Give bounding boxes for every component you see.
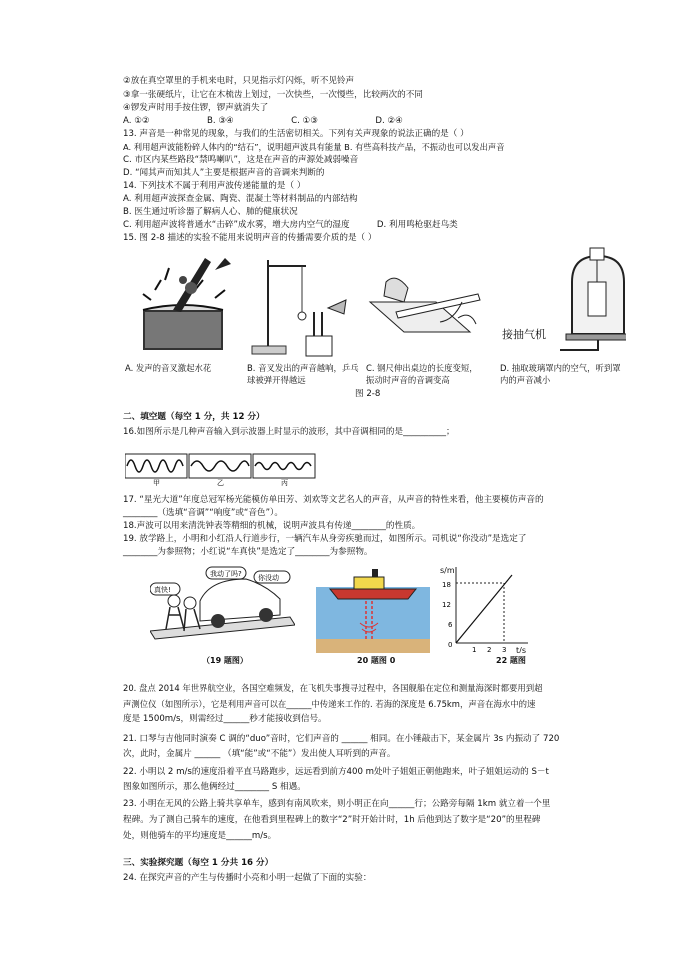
caption-d: D. 抽取玻璃罩内的空气，听到罩内的声音减小 [500,363,621,385]
question-14: 14. 下列技术不属于利用声波传递能量的是（ ） [123,181,306,191]
figure-d-bell-jar [500,246,626,360]
caption-a: A. 发声的音叉激起水花 [125,363,212,373]
text-line: 声测位仪（如图所示），它是利用声音可以在______中传递来工作的. 若海的深度是 6.75km，声音在海水中的速 [123,699,536,709]
y-tick: 18 [442,581,451,589]
text-line: ②放在真空罩里的手机来电时，只见指示灯闪烁，听不见铃声 [123,76,355,86]
text-line: A. 利用超声波能粉碎人体内的“结石”，说明超声波具有能量 B. 有些高科技产品，不振动也可以发出声音 [123,142,505,152]
caption-fig19: （19 题图） [202,656,248,665]
text-line: A. 利用超声波探查金属、陶瓷、混凝土等材料制品的内部结构 [123,194,358,204]
text-line: 次，此时，金属片 ______ （填“能”或“不能”）发出使人耳听到的声音。 [123,749,396,759]
text-line: 程碑。为了测自己骑车的速度，在他看到里程碑上的数字“2”时开始计时，1h 后他到达了数字是“20”的里程碑 [123,815,541,825]
text-line: 度是 1500m/s，则需经过______秒才能接收到信号。 [123,714,327,724]
figure-title: 图 2-8 [355,389,381,399]
question-21: 21. 口琴与吉他同时演奏 C 调的“duo”音时，它们声音的 ______ 相同。在小锤敲击下，某金属片 3s 内振动了 720 [123,734,560,744]
text-line: ________为参照物；小红说“车真快”是选定了________为参照物。 [123,547,373,557]
x-axis-label: t/s [516,646,526,653]
question-24: 24. 在探究声音的产生与传播时小亮和小明一起做了下面的实验： [123,873,372,883]
question-15: 15. 图 2-8 描述的实验不能用来说明声音的传播需要介质的是（ ） [123,233,377,243]
wave-label-jia: 甲 [153,479,160,486]
question-20: 20. 盘点 2014 年世界航空业，各国空难频发，在飞机失事搜寻过程中，各国舰船在定位和测量海深时都要用到超 [123,683,543,693]
question-13: 13. 声音是一种常见的现象，与我们的生活密切相关。下列有关声现象的说法正确的是（ ） [123,129,469,139]
figure-20-sonar-ship [316,565,430,653]
pump-label: 接抽气机 [502,328,546,341]
text-line: 处，则他骑车的平均速度是______m/s。 [123,831,277,841]
text-line: C. 利用超声波将普通水“击碎”成水雾，增大房内空气的湿度 D. 利用鸣枪驱赶鸟类 [123,220,458,230]
section-2-title: 二、填空题（每空 1 分，共 12 分） [123,412,265,422]
question-22: 22. 小明以 2 m/s的速度沿着平直马路跑步，远远看到前方400 m处叶子姐姐正朝他跑来，叶子姐姐运动的 S－t [123,767,549,777]
y-tick: 6 [448,621,453,629]
text-line: ④锣发声时用手按住锣，锣声就消失了 [123,103,269,113]
figure-c-ruler-desk [366,262,482,358]
wave-label-yi: 乙 [217,479,224,486]
options-line: A. ①② B. ③④ C. ①③ D. ②④ [123,116,403,126]
caption-c: C. 钢尺伸出桌边的长度变短，振动时声音的音调变高 [366,363,478,385]
figure-22-st-graph [436,563,532,653]
bubble-xiaoming: 你没动 [258,574,279,582]
y-tick: 12 [442,601,451,609]
figure-a-tuning-fork-water [125,250,241,358]
figure-19-car-street [150,565,295,647]
bubble-driver: 我动了吗? [210,570,242,578]
figure-b-tuning-fork-ball [246,252,352,362]
question-18: 18.声波可以用来清洗钟表等精细的机械，说明声波具有传递________的性质。 [123,521,421,531]
text-line: D. “闻其声而知其人”主要是根据声音的音调来判断的 [123,168,325,178]
text-line: 图象如图所示，那么他俩经过________ S 相遇。 [123,782,306,792]
waveform-figure [125,452,320,486]
caption-b: B. 音叉发出的声音越响，乒乓球被弹开得越远 [247,363,359,385]
text-line: C. 市区内某些路段“禁鸣喇叭”，这是在声音的声源处减弱噪音 [123,155,359,165]
caption-fig22: 22 题图 [496,656,526,665]
bubble-xiaohong: 真快! [154,586,171,594]
x-tick: 3 [502,646,507,653]
y-tick: 0 [448,641,453,649]
caption-fig20: 20 题图 0 [357,656,396,665]
question-23: 23. 小明在无风的公路上骑共享单车，感到有南风吹来，则小明正在向______行；公路旁每隔 1km 就立着一个里 [123,799,551,809]
wave-label-bing: 丙 [281,479,288,486]
question-16: 16.如图所示是几种声音输入到示波器上时显示的波形，其中音调相同的是__________； [123,427,455,437]
section-3-title: 三、实验探究题（每空 1 分共 16 分） [123,858,274,868]
x-tick: 1 [472,646,477,653]
text-line: B. 医生通过听诊器了解病人心、肺的健康状况 [123,207,298,217]
y-axis-label: s/m [440,566,455,575]
question-19: 19. 放学路上，小明和小红沿人行道步行，一辆汽车从身旁疾驰而过，如图所示。司机说“你没动”是选定了 [123,534,527,544]
text-line: ________（选填“音调”“响度”或“音色”）。 [123,508,283,518]
text-line: ③拿一张硬纸片，让它在木梳齿上划过，一次快些，一次慢些，比较两次的不同 [123,90,423,100]
x-tick: 2 [487,646,492,653]
question-17: 17. “星光大道”年度总冠军杨光能模仿单田芳、刘欢等文艺名人的声音，从声音的特性来看，他主要模仿声音的 [123,495,544,505]
